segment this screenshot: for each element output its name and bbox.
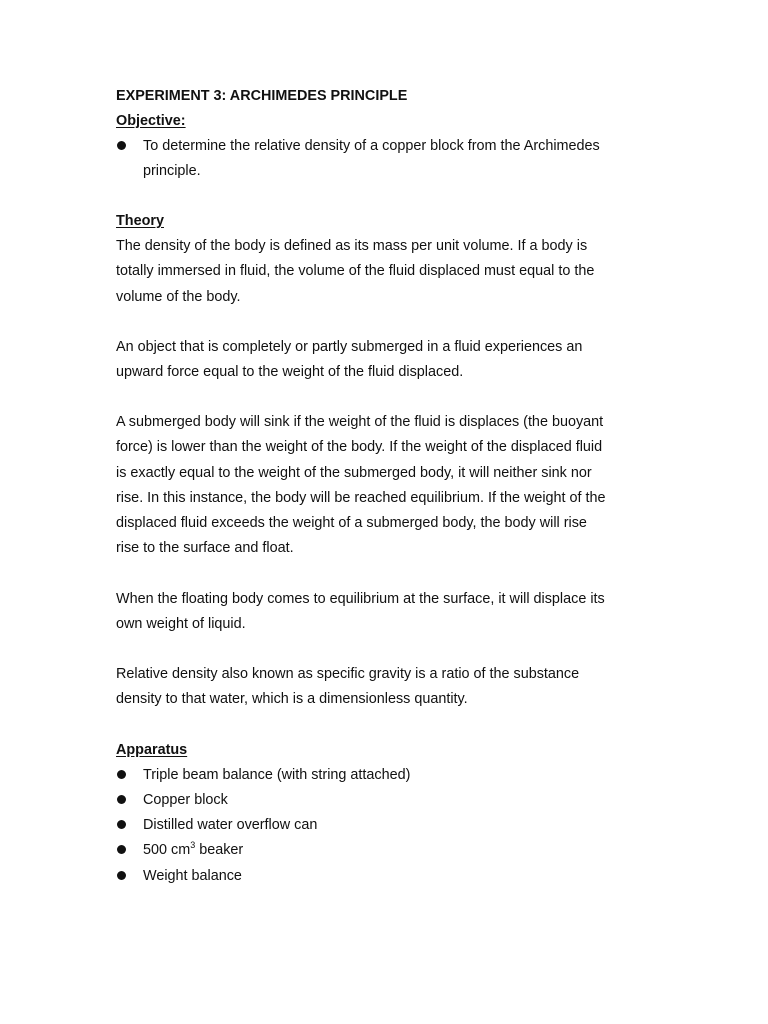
theory-paragraph-line: force) is lower than the weight of the body. If the weight of the displaced fluid <box>116 439 603 455</box>
apparatus-item: Copper block <box>143 792 228 808</box>
theory-paragraph-line: A submerged body will sink if the weight of the fluid is displaces (the buoyant <box>116 414 604 430</box>
apparatus-item-suffix: beaker <box>195 842 244 858</box>
theory-paragraph-line: density to that water, which is a dimensionless quantity. <box>116 691 468 707</box>
objective-heading: Objective: <box>116 113 186 129</box>
theory-paragraph-line: rise to the surface and float. <box>116 540 294 556</box>
apparatus-item: Triple beam balance (with string attached) <box>143 767 411 783</box>
apparatus-item <box>143 840 243 860</box>
bullet-icon <box>117 820 126 829</box>
objective-item-line: principle. <box>143 163 201 179</box>
theory-paragraph-line: volume of the body. <box>116 289 241 305</box>
document-title: EXPERIMENT 3: ARCHIMEDES PRINCIPLE <box>116 88 408 104</box>
theory-paragraph-line: rise. In this instance, the body will be reached equilibrium. If the weight of the <box>116 490 606 506</box>
bullet-icon <box>117 845 126 854</box>
theory-paragraph-line: displaced fluid exceeds the weight of a submerged body, the body will rise <box>116 515 587 531</box>
bullet-icon <box>117 871 126 880</box>
theory-paragraph-line: The density of the body is defined as its mass per unit volume. If a body is <box>116 238 588 254</box>
apparatus-item: Distilled water overflow can <box>143 817 318 833</box>
theory-paragraph-line: Relative density also known as specific gravity is a ratio of the substance <box>116 666 580 682</box>
theory-paragraph-line: own weight of liquid. <box>116 616 246 632</box>
theory-heading: Theory <box>116 213 164 229</box>
theory-paragraph-line: upward force equal to the weight of the fluid displaced. <box>116 364 464 380</box>
bullet-icon <box>117 770 126 779</box>
objective-item-line: To determine the relative density of a copper block from the Archimedes <box>143 138 600 154</box>
theory-paragraph-line: totally immersed in fluid, the volume of the fluid displaced must equal to the <box>116 263 595 279</box>
bullet-icon <box>117 141 126 150</box>
theory-paragraph-line: An object that is completely or partly submerged in a fluid experiences an <box>116 339 583 355</box>
superscript-exponent: 3 <box>190 840 196 850</box>
theory-paragraph-line: is exactly equal to the weight of the submerged body, it will neither sink nor <box>116 465 592 481</box>
apparatus-item-text: 500 cm <box>143 842 191 858</box>
apparatus-heading: Apparatus <box>116 742 188 758</box>
apparatus-item: Weight balance <box>143 868 242 884</box>
theory-paragraph-line: When the floating body comes to equilibrium at the surface, it will displace its <box>116 591 605 607</box>
bullet-icon <box>117 795 126 804</box>
